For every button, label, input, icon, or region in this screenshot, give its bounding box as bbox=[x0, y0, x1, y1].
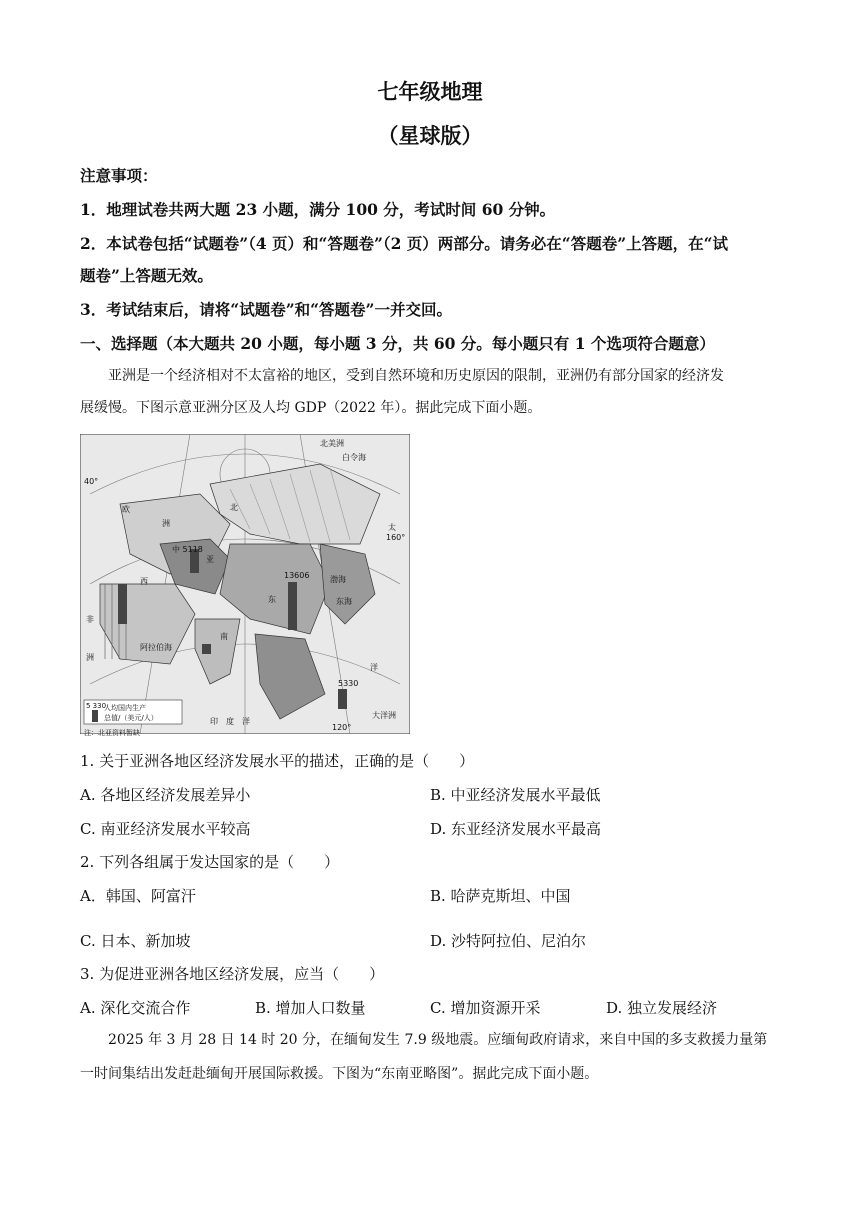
q3-option-a: A. 深化交流合作 bbox=[80, 999, 191, 1017]
q2-stem: 2. 下列各组属于发达国家的是（ ） bbox=[80, 853, 340, 871]
note-item-2: 2．本试卷包括“试题卷”（4 页）和“答题卷”（2 页）两部分。请务必在“答题卷”上答题，在“试 bbox=[80, 234, 729, 253]
legend-label: 总值/（美元/人） bbox=[104, 714, 158, 722]
map-label: 东 bbox=[268, 595, 276, 604]
q1-option-a: A. 各地区经济发展差异小 bbox=[80, 786, 251, 804]
map-label: 阿拉伯海 bbox=[140, 643, 172, 652]
map-label: 非 bbox=[86, 615, 94, 624]
map-label: 160° bbox=[386, 533, 406, 542]
intro-line-2: 展缓慢。下图示意亚洲分区及人均 GDP（2022 年）。据此完成下面小题。 bbox=[80, 400, 542, 416]
map-label: 亚 bbox=[206, 555, 214, 564]
q3-option-c: C. 增加资源开采 bbox=[430, 999, 541, 1017]
q1-option-d: D. 东亚经济发展水平最高 bbox=[430, 820, 602, 838]
map-label: 120° bbox=[332, 723, 352, 732]
map-label: 欧 bbox=[122, 505, 130, 514]
map-note: 注：北亚资料暂缺 bbox=[84, 729, 140, 737]
q1-option-b: B. 中亚经济发展水平最低 bbox=[430, 786, 601, 804]
map-label: 洲 bbox=[162, 519, 170, 528]
q1-stem: 1. 关于亚洲各地区经济发展水平的描述，正确的是（ ） bbox=[80, 752, 475, 770]
q3-option-b: B. 增加人口数量 bbox=[255, 999, 366, 1017]
q2-option-d: D. 沙特阿拉伯、尼泊尔 bbox=[430, 932, 587, 950]
q2-option-c: C. 日本、新加坡 bbox=[80, 932, 191, 950]
asia-region-map bbox=[80, 434, 410, 734]
map-label: 40° bbox=[84, 477, 99, 486]
notes-heading: 注意事项： bbox=[80, 166, 158, 185]
map-label: 南 bbox=[220, 632, 228, 641]
q3-stem: 3. 为促进亚洲各地区经济发展，应当（ ） bbox=[80, 965, 385, 983]
section-heading: 一、选择题（本大题共 20 小题，每小题 3 分，共 60 分。每小题只有 1 个选项符合题意） bbox=[80, 334, 715, 353]
q2-option-b: B. 哈萨克斯坦、中国 bbox=[430, 887, 571, 905]
note-item-1: 1．地理试卷共两大题 23 小题，满分 100 分，考试时间 60 分钟。 bbox=[80, 200, 556, 219]
map-label: 西 bbox=[140, 577, 148, 586]
map-label: 白令海 bbox=[342, 453, 366, 462]
map-label: 13606 bbox=[284, 571, 310, 580]
page-title: 七年级地理 bbox=[377, 79, 483, 104]
q3-option-d: D. 独立发展经济 bbox=[606, 999, 718, 1017]
legend-value: 5 330 bbox=[86, 702, 107, 710]
map-label: 太 bbox=[388, 523, 396, 532]
page-subtitle: （星球版） bbox=[377, 123, 483, 148]
map-label: 5330 bbox=[338, 679, 359, 688]
map-label: 北 bbox=[230, 503, 238, 512]
map-label: 印 度 洋 bbox=[210, 717, 250, 726]
passage2-line-2: 一时间集结出发赶赴缅甸开展国际救援。下图为“东南亚略图”。据此完成下面小题。 bbox=[80, 1066, 599, 1082]
map-label: 洋 bbox=[370, 663, 378, 672]
legend-label: 人均国内生产 bbox=[104, 704, 146, 712]
note-item-2-cont: 题卷”上答题无效。 bbox=[80, 266, 213, 285]
intro-line-1: 亚洲是一个经济相对不太富裕的地区，受到自然环境和历史原因的限制，亚洲仍有部分国家的经济发 bbox=[108, 368, 724, 384]
q2-option-a: A．韩国、阿富汗 bbox=[80, 887, 196, 905]
map-label: 大洋洲 bbox=[372, 711, 396, 720]
map-label: 中 5118 bbox=[172, 545, 203, 554]
map-label: 洲 bbox=[86, 653, 94, 662]
map-label: 东海 bbox=[336, 597, 352, 606]
map-label: 渤海 bbox=[330, 575, 346, 584]
note-item-3: 3．考试结束后，请将“试题卷”和“答题卷”一并交回。 bbox=[80, 300, 452, 319]
map-label: 北美洲 bbox=[320, 439, 344, 448]
q1-option-c: C. 南亚经济发展水平较高 bbox=[80, 820, 251, 838]
passage2-line-1: 2025 年 3 月 28 日 14 时 20 分，在缅甸发生 7.9 级地震。应缅甸政府请求，来自中国的多支救援力量第 bbox=[108, 1032, 768, 1048]
